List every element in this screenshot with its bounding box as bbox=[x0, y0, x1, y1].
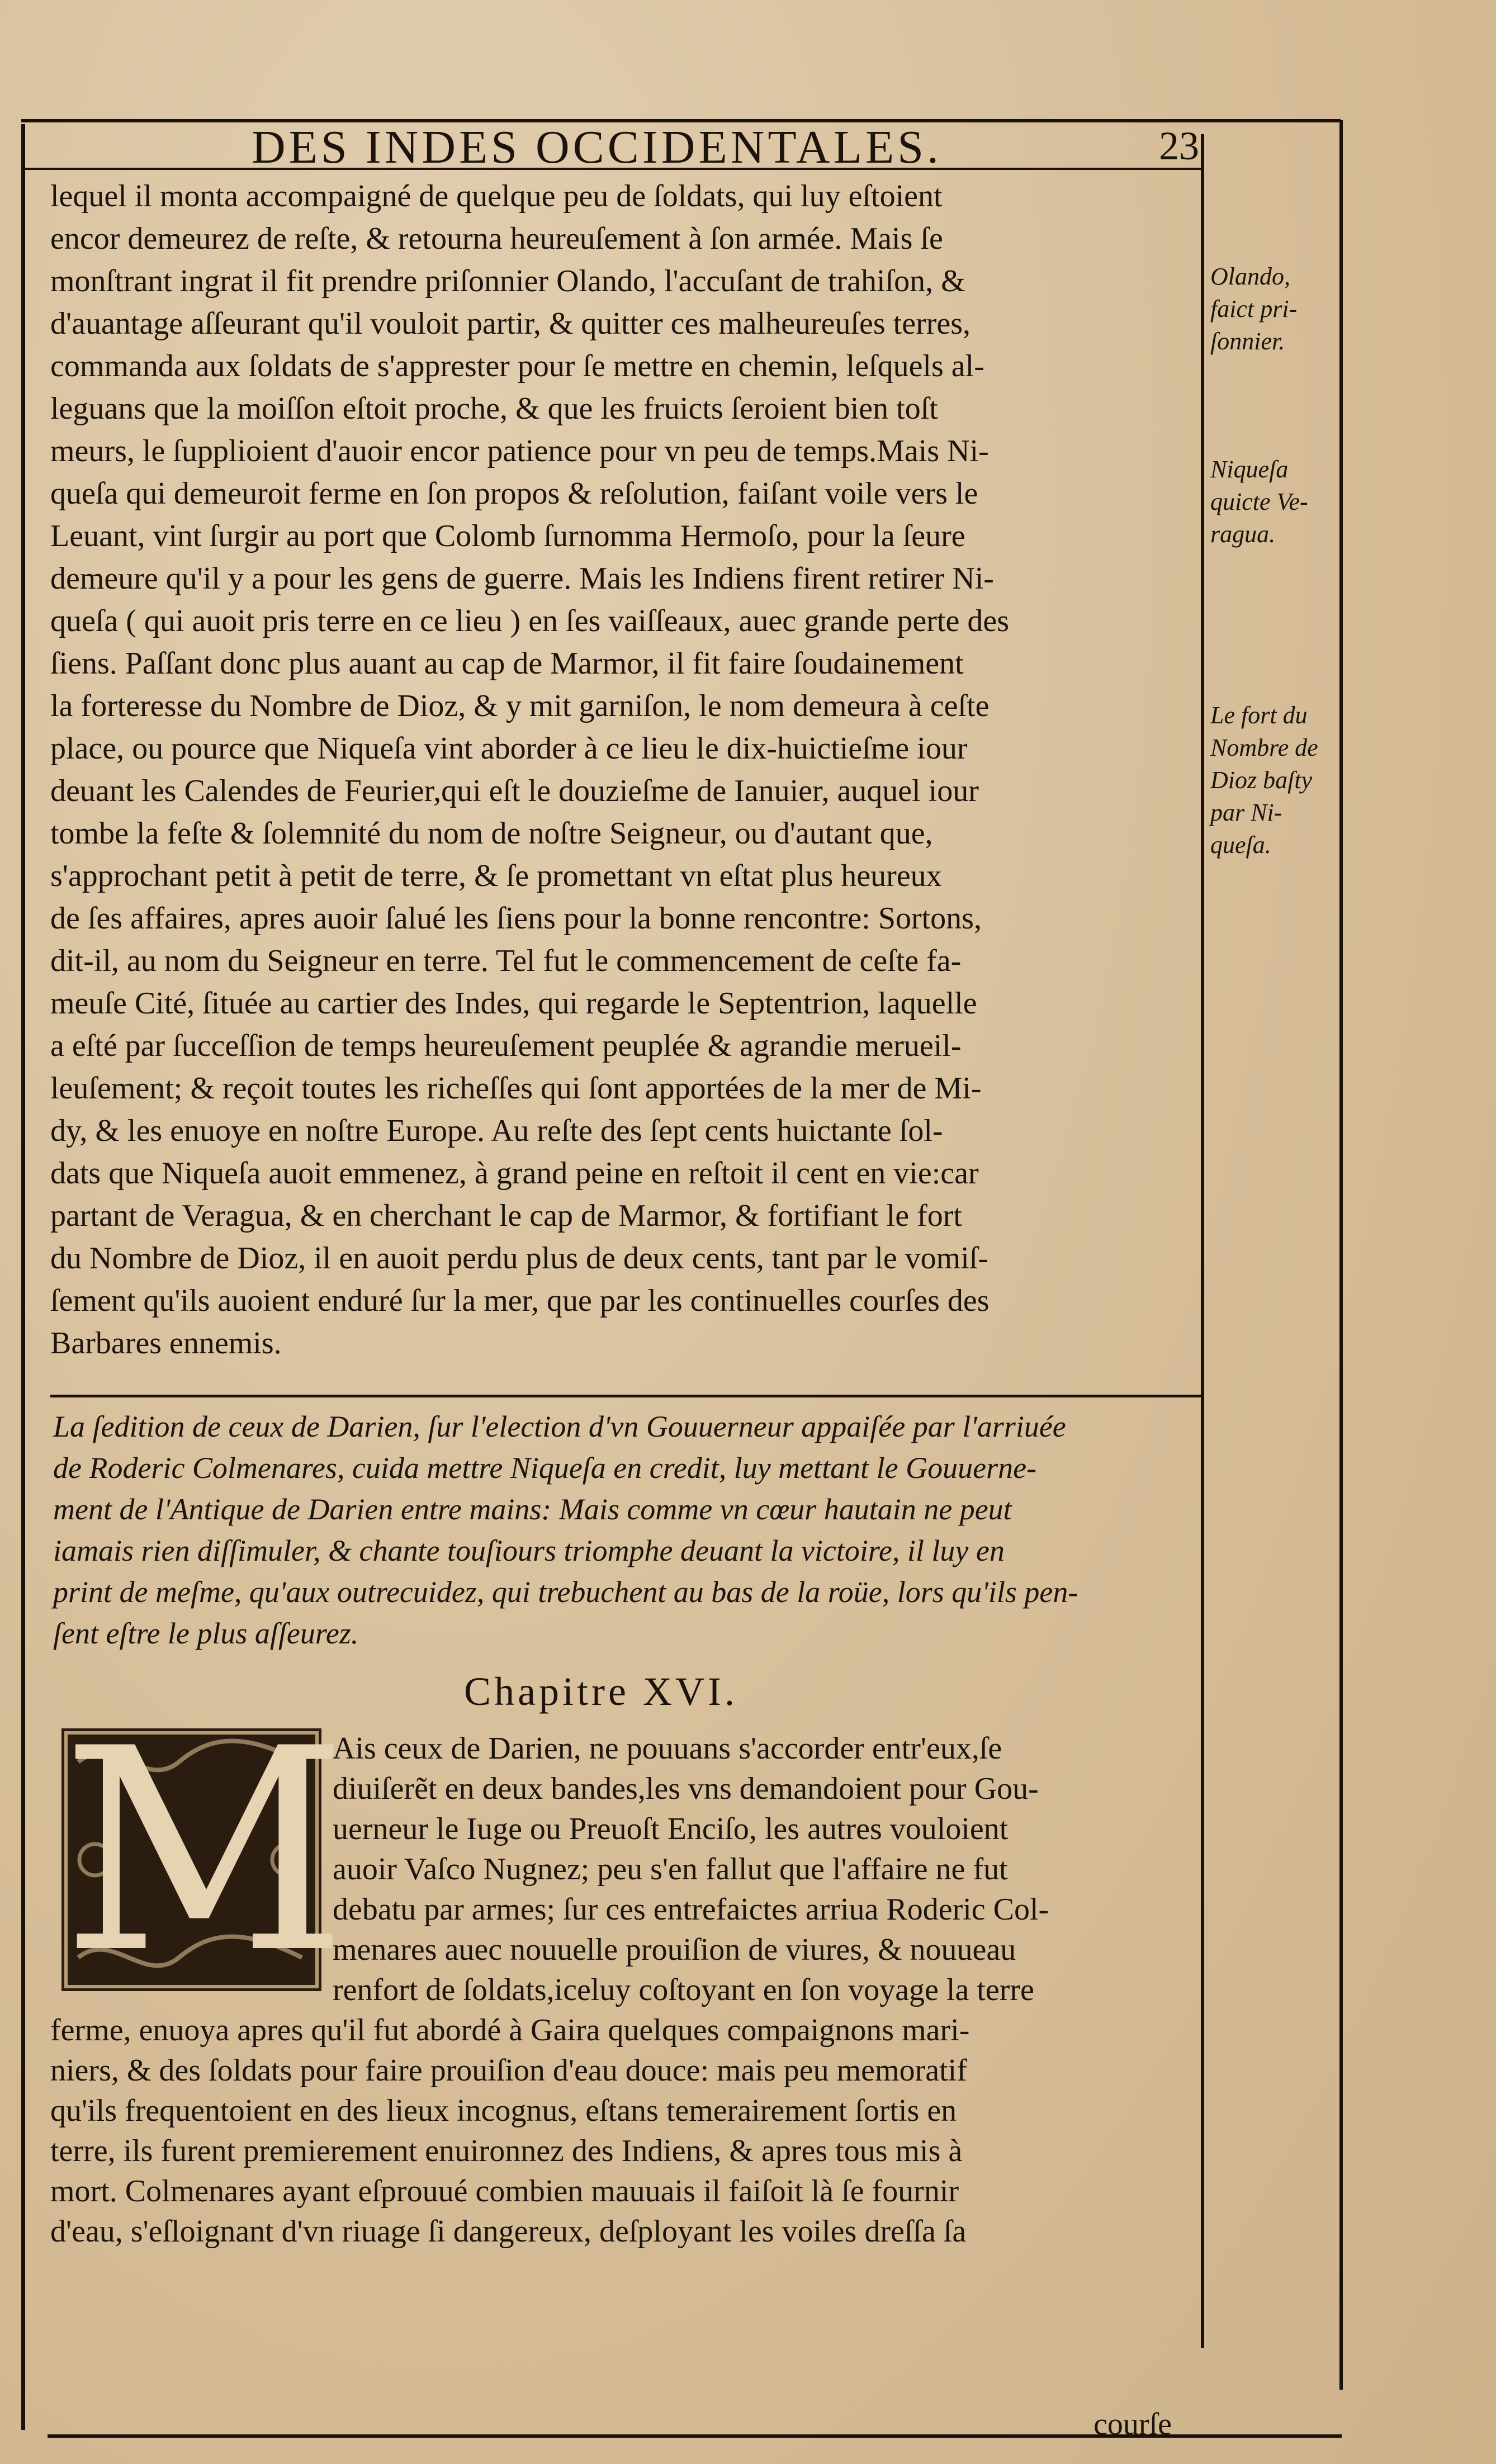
text-line: s'approchant petit à petit de terre, & ſe promettant vn eſtat plus heureux bbox=[50, 859, 942, 893]
text-line: ferme, enuoya apres qu'il fut abordé à Gaira quelques compaignons mari- bbox=[50, 2013, 970, 2048]
text-line: la forteresse du Nombre de Dioz, & y mit garniſon, le nom demeura à ceſte bbox=[50, 689, 990, 723]
text-line: mort. Colmenares ayant eſprouué combien mauuais il faiſoit là ſe fournir bbox=[50, 2174, 959, 2209]
text-line: menares auec nouuelle prouiſion de viures, & nouueau bbox=[333, 1932, 1016, 1967]
section-rule bbox=[50, 1395, 1202, 1397]
chapter-title: Chapitre XVI. bbox=[464, 1669, 738, 1714]
text-line: Barbares ennemis. bbox=[50, 1326, 282, 1361]
margin-note-line: ragua. bbox=[1210, 520, 1276, 548]
margin-note-line: Niqueſa bbox=[1210, 456, 1289, 483]
drop-cap-ornament bbox=[61, 1689, 348, 2014]
margin-note-line: quicte Ve- bbox=[1210, 488, 1308, 515]
text-line: renfort de ſoldats,iceluy coſtoyant en ſon voyage la terre bbox=[333, 1973, 1034, 2007]
text-line: diuiſerẽt en deux bandes,les vns demandoient pour Gou- bbox=[333, 1771, 1039, 1806]
text-line: niers, & des ſoldats pour faire prouiſion d'eau douce: mais peu memoratif bbox=[50, 2053, 967, 2088]
summary-line: print de meſme, qu'aux outrecuidez, qui trebuchent au bas de la roüe, lors qu'ils pen- bbox=[53, 1575, 1078, 1609]
text-line: deuant les Calendes de Feurier,qui eſt le douzieſme de Ianuier, auquel iour bbox=[50, 774, 979, 808]
text-line: leguans que la moiſſon eſtoit proche, & que les fruicts ſeroient bien toſt bbox=[50, 391, 938, 426]
text-line: queſa ( qui auoit pris terre en ce lieu ) en ſes vaiſſeaux, auec grande perte des bbox=[50, 604, 1009, 638]
text-line: commanda aux ſoldats de s'apprester pour ſe mettre en chemin, leſquels al- bbox=[50, 349, 984, 383]
text-line: qu'ils frequentoient en des lieux incognus, eſtans temerairement ſortis en bbox=[50, 2093, 957, 2128]
text-line: demeure qu'il y a pour les gens de guerre. Mais les Indiens firent retirer Ni- bbox=[50, 561, 994, 596]
summary-line: ment de l'Antique de Darien entre mains: Mais comme vn cœur hautain ne peut bbox=[53, 1492, 1012, 1526]
margin-note-line: queſa. bbox=[1210, 831, 1271, 859]
text-line: place, ou pource que Niqueſa vint aborder à ce lieu le dix-huictieſme iour bbox=[50, 731, 968, 766]
running-header bbox=[22, 120, 1199, 173]
text-line: dats que Niqueſa auoit emmenez, à grand peine en reſtoit il cent en vie:car bbox=[50, 1156, 979, 1191]
text-line: d'auantage aſſeurant qu'il vouloit partir, & quitter ces malheureuſes terres, bbox=[50, 306, 971, 341]
frame-rule-outer-right bbox=[1339, 120, 1343, 2390]
text-line: ſiens. Paſſant donc plus auant au cap de Marmor, il fit faire ſoudainement bbox=[50, 646, 964, 681]
margin-note-line: ſonnier. bbox=[1210, 328, 1285, 355]
text-line: terre, ils furent premierement enuironnez des Indiens, & apres tous mis à bbox=[50, 2134, 963, 2168]
text-line: debatu par armes; ſur ces entrefaictes arriua Roderic Col- bbox=[333, 1892, 1049, 1927]
frame-rule-text-right bbox=[1201, 134, 1204, 2348]
text-line: Ais ceux de Darien, ne pouuans s'accorder entr'eux,ſe bbox=[333, 1731, 1002, 1766]
summary-line: iamais rien diſſimuler, & chante touſiours triomphe deuant la victoire, il luy en bbox=[53, 1534, 1005, 1567]
text-line: leuſement; & reçoit toutes les richeſſes qui ſont apportées de la mer de Mi- bbox=[50, 1071, 982, 1106]
text-line: du Nombre de Dioz, il en auoit perdu plus de deux cents, tant par le vomiſ- bbox=[50, 1241, 989, 1276]
text-line: d'eau, s'eſloignant d'vn riuage ſi dangereux, deſployant les voiles dreſſa ſa bbox=[50, 2214, 967, 2249]
running-title: DES INDES OCCIDENTALES. bbox=[252, 121, 942, 173]
text-line: lequel il monta accompaigné de quelque peu de ſoldats, qui luy eſtoient bbox=[50, 179, 943, 214]
margin-note-line: Olando, bbox=[1210, 263, 1290, 290]
text-line: meuſe Cité, ſituée au cartier des Indes, qui regarde le Septentrion, laquelle bbox=[50, 986, 977, 1021]
text-line: a eſté par ſucceſſion de temps heureuſement peuplée & agrandie merueil- bbox=[50, 1029, 962, 1063]
text-line: dit-il, au nom du Seigneur en terre. Tel fut le commencement de ceſte fa- bbox=[50, 944, 962, 978]
margin-note-line: Le fort du bbox=[1210, 702, 1308, 729]
margin-note-line: Dioz baſty bbox=[1210, 766, 1313, 794]
margin-note-line: Nombre de bbox=[1210, 734, 1318, 761]
text-line: queſa qui demeuroit ferme en ſon propos & reſolution, faiſant voile vers le bbox=[50, 476, 978, 511]
text-line: dy, & les enuoye en noſtre Europe. Au reſte des ſept cents huictante ſol- bbox=[50, 1113, 943, 1148]
drop-cap-letter: M bbox=[61, 1689, 348, 2014]
text-line: encor demeurez de reſte, & retourna heureuſement à ſon armée. Mais ſe bbox=[50, 221, 943, 256]
margin-note-line: faict pri- bbox=[1210, 295, 1298, 323]
frame-rule-left bbox=[21, 124, 25, 2430]
text-line: Leuant, vint ſurgir au port que Colomb ſurnomma Hermoſo, pour la ſeure bbox=[50, 519, 965, 553]
margin-note-line: par Ni- bbox=[1210, 799, 1282, 826]
text-line: partant de Veragua, & en cherchant le cap de Marmor, & fortifiant le fort bbox=[50, 1198, 962, 1233]
summary-line: de Roderic Colmenares, cuida mettre Niqueſa en credit, luy mettant le Gouuerne- bbox=[53, 1451, 1037, 1485]
text-line: tombe la feſte & ſolemnité du nom de noſtre Seigneur, ou d'autant que, bbox=[50, 816, 933, 851]
text-line: ſement qu'ils auoient enduré ſur la mer, que par les continuelles courſes des bbox=[50, 1283, 990, 1318]
summary-line: ſent eſtre le plus aſſeurez. bbox=[53, 1617, 359, 1650]
catchword: courſe bbox=[1093, 2407, 1172, 2442]
text-line: auoir Vaſco Nugnez; peu s'en fallut que l'affaire ne fut bbox=[333, 1852, 1008, 1887]
text-line: meurs, le ſupplioient d'auoir encor patience pour vn peu de temps.Mais Ni- bbox=[50, 434, 989, 468]
text-line: monſtrant ingrat il fit prendre priſonnier Olando, l'accuſant de trahiſon, & bbox=[50, 264, 965, 298]
summary-line: La ſedition de ceux de Darien, ſur l'election d'vn Gouuerneur appaiſée par l'arriuée bbox=[53, 1410, 1066, 1443]
text-line: uerneur le Iuge ou Preuoſt Enciſo, les autres vouloient bbox=[333, 1812, 1009, 1846]
text-line: de ſes affaires, apres auoir ſalué les ſiens pour la bonne rencontre: Sortons, bbox=[50, 901, 982, 936]
page-number: 23 bbox=[1159, 124, 1199, 168]
